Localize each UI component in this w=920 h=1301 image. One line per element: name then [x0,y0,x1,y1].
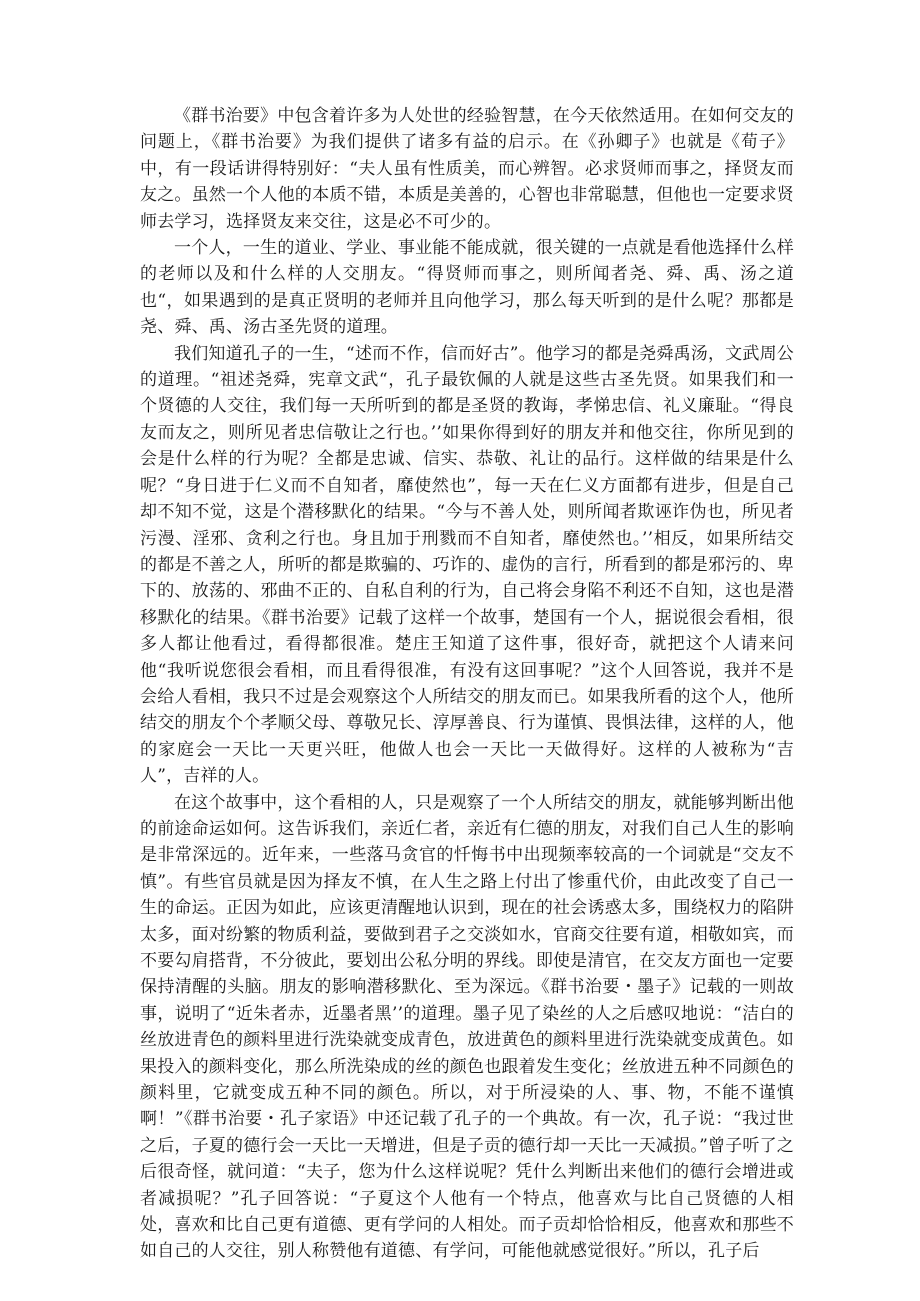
paragraph-2: 一个人，一生的道业、学业、事业能不能成就，很关键的一点就是看他选择什么样的老师以及和什么样的人交朋友。“得贤师而事之，则所闻者尧、舜、禹、汤之道也“，如果遇到的是真正贤明的老师并且向他学习，那么每天听到的是什么呢？那都是尧、舜、禹、汤古圣先贤的道理。 [140,238,794,338]
paragraph-4: 在这个故事中，这个看相的人，只是观察了一个人所结交的朋友，就能够判断出他的前途命运如何。这告诉我们，亲近仁者，亲近有仁德的朋友，对我们自己人生的影响是非常深远的。近年来，一些落马贪官的忏悔书中出现频率较高的一个词就是“交友不慎”。有些官员就是因为择友不慎，在人生之路上付出了惨重代价，由此改变了自己一生的命运。正因为如此，应该更清醒地认识到，现在的社会诱惑太多，围绕权力的陷阱太多，面对纷繁的物质利益，要做到君子之交淡如水，官商交往要有道，相敬如宾，而不要勾肩搭背，不分彼此，要划出公私分明的界线。即使是清官，在交友方面也一定要保持清醒的头脑。朋友的影响潜移默化、至为深远。《群书治要・墨子》记载的一则故事，说明了“近朱者赤，近墨者黑’’的道理。墨子见了染丝的人之后感叹地说：“洁白的丝放进青色的颜料里进行洗染就变成青色，放进黄色的颜料里进行洗染就变成黄色。如果投入的颜料变化，那么所洗染成的丝的颜色也跟着发生变化；丝放进五种不同颜色的颜料里，它就变成五种不同的颜色。所以，对于所浸染的人、事、物，不能不谨慎啊！”《群书治要・孔子家语》中还记载了孔子的一个典故。有一次，孔子说：“我过世之后，子夏的德行会一天比一天增进，但是子贡的德行却一天比一天减损。”曾子听了之后很奇怪，就问道：“夫子，您为什么这样说呢？凭什么判断出来他们的德行会增进或者减损呢？”孔子回答说：“子夏这个人他有一个特点，他喜欢与比自己贤德的人相处，喜欢和比自己更有道德、更有学问的人相处。而子贡却恰恰相反，他喜欢和那些不如自己的人交往，别人称赞他有道德、有学问，可能他就感觉很好。”所以，孔子后 [140,792,794,1262]
paragraph-3: 我们知道孔子的一生，“述而不作，信而好古”。他学习的都是尧舜禹汤，文武周公的道理。“祖述尧舜，宪章文武“，孔子最钦佩的人就是这些古圣先贤。如果我们和一个贤德的人交往，我们每一天所听到的都是圣贤的教诲，孝悌忠信、礼义廉耻。“得良友而友之，则所见者忠信敬让之行也。’’如果你得到好的朋友并和他交往，你所见到的会是什么样的行为呢？全都是忠诚、信实、恭敬、礼让的品行。这样做的结果是什么呢？“身日进于仁义而不自知者，靡使然也”，每一天在仁义方面都有进步，但是自己却不知不觉，这是个潜移默化的结果。“今与不善人处，则所闻者欺诬诈伪也，所见者污漫、淫邪、贪利之行也。身且加于刑戮而不自知者，靡使然也。’’相反，如果所结交的都是不善之人，所听的都是欺骗的、巧诈的、虚伪的言行，所看到的都是邪污的、卑下的、放荡的、邪曲不正的、自私自利的行为，自己将会身陷不利还不自知，这也是潜移默化的结果。《群书治要》记载了这样一个故事，楚国有一个人，据说很会看相，很多人都让他看过，看得都很准。楚庄王知道了这件事，很好奇，就把这个人请来问他“我听说您很会看相，而且看得很准，有没有这回事呢？”这个人回答说，我并不是会给人看相，我只不过是会观察这个人所结交的朋友而已。如果我所看的这个人，他所结交的朋友个个孝顺父母、尊敬兄长、淳厚善良、行为谨慎、畏惧法律，这样的人，他的家庭会一天比一天更兴旺，他做人也会一天比一天做得好。这样的人被称为“吉人”，吉祥的人。 [140,343,794,787]
document-body [140,103,794,1265]
paragraph-1: 《群书治要》中包含着许多为人处世的经验智慧，在今天依然适用。在如何交友的问题上，《群书治要》为我们提供了诸多有益的启示。在《孙卿子》也就是《荀子》中，有一段话讲得特别好：“夫人虽有性质美，而心辨智。必求贤师而事之，择贤友而友之。虽然一个人他的本质不错，本质是美善的，心智也非常聪慧，但他也一定要求贤师去学习，选择贤友来交往，这是必不可少的。 [140,106,794,232]
